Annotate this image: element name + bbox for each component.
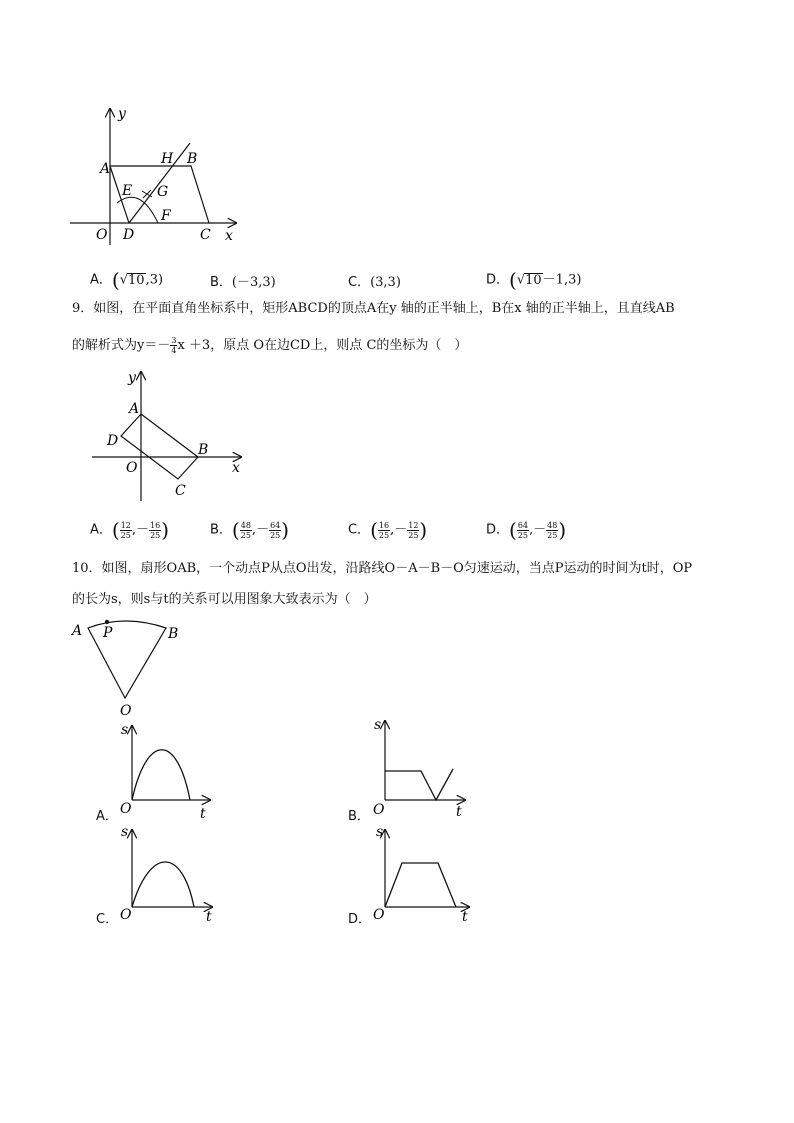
label-x: x — [232, 460, 240, 476]
sector-oab — [88, 621, 166, 698]
q8-option-a[interactable]: A．(√10,3) — [90, 268, 164, 292]
svg-text:s: s — [121, 824, 129, 840]
label-o: O — [120, 703, 132, 719]
curve-arch — [132, 862, 194, 907]
label-p: P — [103, 625, 113, 641]
q9-line2: 的解析式为y＝－ $\frac{3}{4}$ x ＋3，原点 O在边CD上，则点 C的坐标为（ ） — [72, 336, 468, 355]
curve-trapezoid — [385, 863, 456, 907]
q10-graph-b — [345, 713, 475, 818]
point-p — [105, 620, 109, 624]
label-o: O — [96, 227, 108, 243]
q9-option-b[interactable]: B．( $\frac{48}{25}$ ,－ $\frac{64}{25}$ ) — [210, 518, 290, 542]
q9-line1: 9．如图，在平面直角坐标系中，矩形ABCD的顶点A在y 轴的正半轴上，B在x 轴的正半轴上，且直线AB — [72, 301, 675, 316]
label-y: y — [118, 106, 126, 122]
label-h: H — [161, 151, 174, 167]
q8-option-d[interactable]: D．(√10－1,3) — [486, 268, 582, 292]
svg-text:O: O — [373, 802, 385, 818]
svg-text:t: t — [206, 909, 212, 925]
q9-option-d[interactable]: D．( $\frac{64}{25}$ ,－ $\frac{48}{25}$ ) — [486, 518, 567, 542]
q10-line1: 10．如图，扇形OAB，一个动点P从点O出发，沿路线O－A－B－O匀速运动，当点P运动的时间为t时，OP — [72, 561, 693, 576]
label-g: G — [157, 184, 169, 200]
q8-option-b[interactable]: B．(－3,3) — [210, 275, 276, 290]
q10-option-b[interactable]: B． — [348, 809, 370, 824]
label-f: F — [161, 208, 171, 224]
label-d: D — [107, 433, 119, 449]
svg-text:O: O — [120, 907, 132, 923]
label-a: A — [100, 161, 111, 177]
q8-option-c[interactable]: C．(3,3) — [348, 275, 401, 290]
svg-text:O: O — [373, 907, 385, 923]
svg-text:t: t — [200, 806, 206, 822]
q10-option-a[interactable]: A． — [96, 809, 118, 824]
curve-arch — [132, 750, 190, 800]
svg-text:s: s — [121, 722, 129, 738]
q9-option-c[interactable]: C．( $\frac{16}{25}$ ,－ $\frac{12}{25}$ ) — [348, 518, 428, 542]
q10-line2: 的长为s，则s与t的关系可以用图象大致表示为（ ） — [72, 592, 377, 607]
svg-text:t: t — [462, 909, 468, 925]
label-d: D — [123, 227, 135, 243]
label-b: B — [168, 626, 179, 642]
fraction-3-4: $\frac{3}{4}$ — [171, 336, 177, 355]
q8-figure — [60, 95, 260, 255]
label-o: O — [126, 460, 138, 476]
q9-option-a[interactable]: A．( $\frac{12}{25}$ ,－ $\frac{16}{25}$ ) — [90, 518, 170, 542]
arc-ef — [117, 197, 158, 223]
svg-text:s: s — [376, 824, 384, 840]
label-a: A — [129, 401, 140, 417]
svg-text:t: t — [456, 804, 462, 818]
label-y: y — [128, 370, 136, 386]
label-c: C — [200, 227, 211, 243]
label-e: E — [122, 183, 133, 199]
label-a: A — [72, 623, 83, 639]
label-b: B — [198, 442, 209, 458]
q10-option-c[interactable]: C． — [96, 912, 119, 927]
svg-text:O: O — [120, 801, 132, 817]
curve-flat-v — [385, 769, 453, 800]
q9-figure — [85, 366, 255, 506]
label-b: B — [187, 151, 198, 167]
label-c: C — [175, 483, 186, 499]
svg-text:s: s — [374, 717, 382, 733]
q10-sector-figure — [65, 612, 195, 720]
q10-option-d[interactable]: D． — [348, 912, 372, 927]
ray-dh — [129, 143, 190, 223]
label-x: x — [225, 228, 233, 244]
